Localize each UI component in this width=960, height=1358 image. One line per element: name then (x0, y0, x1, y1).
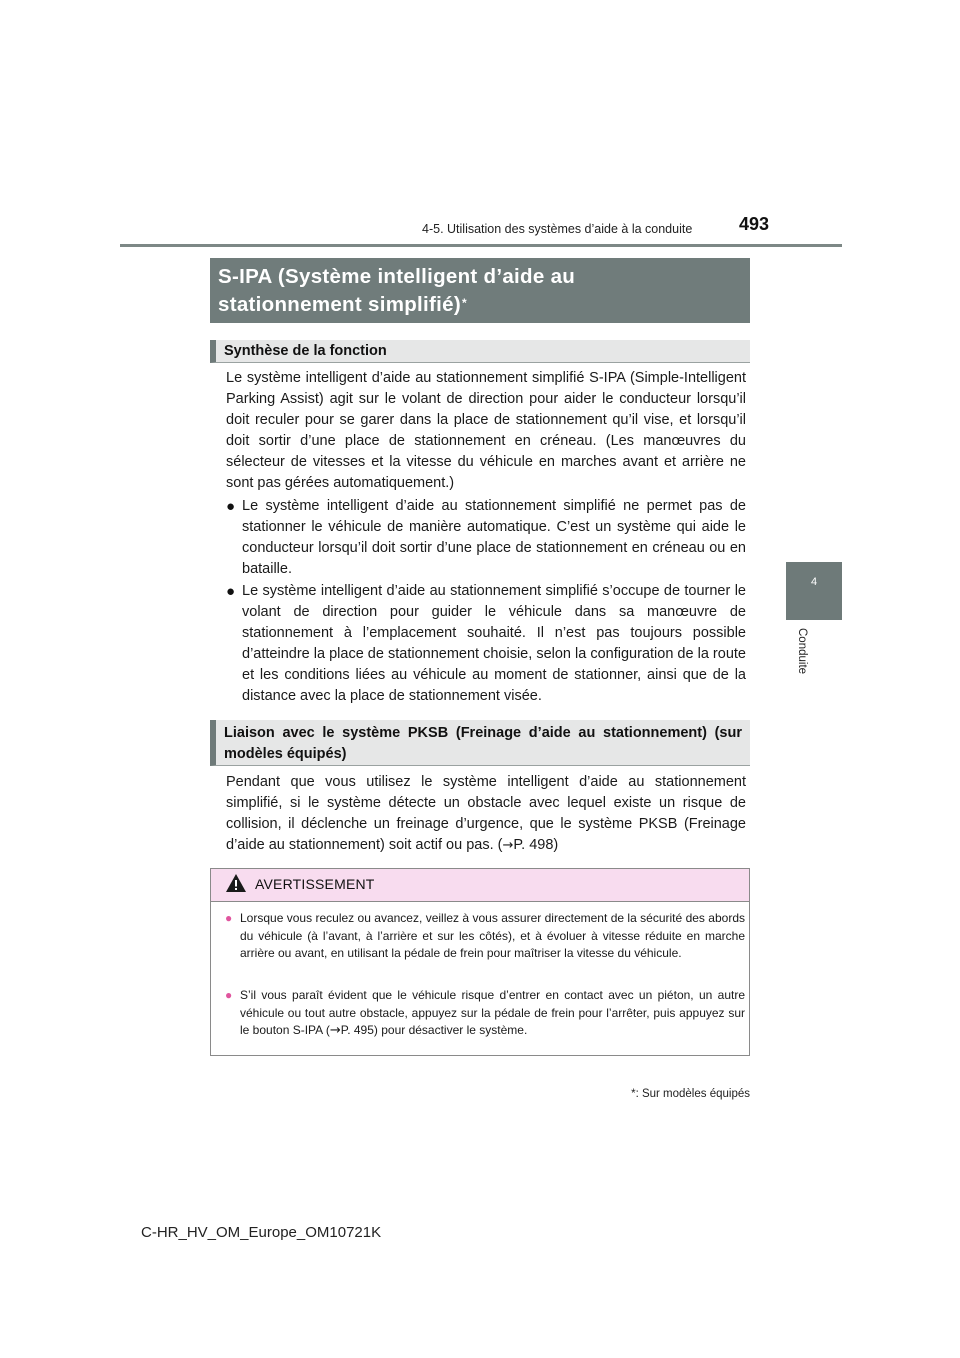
bullet-dot: ● (226, 583, 236, 600)
bullet-text: Le système intelligent d’aide au stationnement simplifié s’occupe de tourner le volant de direction pour guider le véhicule dans sa manœuvre de stationnement à l’emplacement souhaité. Il n’est pas toujours possible d’atteindre la place de stationnement choisie, selon la configuration de la route et les conditions liées au véhicule au moment de stationner, ainsi que de la distance avec la place de stationnement visée. (242, 583, 746, 704)
chapter-tab[interactable] (786, 562, 842, 620)
warning-item (225, 987, 745, 1040)
warning-header (211, 869, 749, 902)
warning-item (225, 910, 745, 963)
bullet-item (226, 581, 746, 707)
header-section-title: 4-5. Utilisation des systèmes d’aide à la conduite (422, 222, 693, 236)
chapter-label: Conduite (796, 628, 808, 675)
title-footnote-marker: * (461, 296, 467, 310)
section-heading-overview: Synthèse de la fonction (210, 340, 750, 363)
bullet-dot: ● (226, 498, 236, 515)
page-title (210, 258, 750, 323)
warning-box (210, 868, 750, 1056)
reference-arrow: → (329, 1023, 341, 1038)
warning-triangle-icon (225, 873, 247, 898)
page-number: 493 (739, 214, 770, 234)
footnote-marker: * (631, 1088, 636, 1100)
bullet-item (226, 496, 746, 580)
warning-bullet-dot: ● (225, 988, 233, 1002)
page-reference-link[interactable]: P. 498) (513, 837, 559, 853)
warning-bullet-dot: ● (225, 911, 233, 925)
warning-item-text: S’il vous paraît évident que le véhicule risque d’entrer en contact avec un piéton, un autre véhicule ou tout autre obstacle, appuyez sur la pédale de frein pour l’arrêter, puis appuyez sur le bouton S-IPA (→P. 495) pour désactiver le système. (240, 988, 745, 1038)
chapter-number: 4 (810, 576, 818, 588)
title-line-1: S-IPA (Système intelligent d’aide au (218, 265, 576, 288)
pksb-paragraph: Pendant que vous utilisez le système intelligent d’aide au stationnement simplifié, si le système détecte un obstacle avec lequel existe un risque de collision, il déclenche un freinage d’urgence, que le système PKSB (Freinage d’aide au stationnement) soit actif ou pas. (→P. 498) (226, 774, 746, 853)
reference-arrow: → (502, 838, 514, 853)
warning-label: AVERTISSEMENT (255, 876, 375, 892)
section-heading-pksb: Liaison avec le système PKSB (Freinage d’aide au stationnement) (sur modèles équipés) (210, 720, 750, 766)
footer-doc-id: C-HR_HV_OM_Europe_OM10721K (141, 1224, 382, 1241)
title-line-2: stationnement simplifié)* (218, 293, 467, 316)
page-reference-link[interactable]: P. 495) pour désactiver le système. (340, 1023, 528, 1037)
bullet-text: Le système intelligent d’aide au stationnement simplifié ne permet pas de stationner le véhicule de manière automatique. C’est un système qui aide le conducteur lorsqu’il doit sortir d’une place de stationnement en créneau ou en bataille. (242, 498, 746, 577)
footnote-text: : Sur modèles équipés (635, 1088, 750, 1100)
header-rule (120, 244, 842, 247)
footnote (610, 1088, 750, 1100)
intro-paragraph: Le système intelligent d’aide au stationnement simplifié S-IPA (Simple-Intelligent Parking Assist) agit sur le volant de direction pour aider le conducteur lorsqu’il doit reculer pour se garer dans la place de stationnement qu’il vise, et lorsqu’il doit sortir d’une place de stationnement en créneau. (Les manœuvres du sélecteur de vitesses et la vitesse du véhicule en marches avant et arrière ne sont pas gérées automatiquement.) (226, 370, 746, 491)
warning-item-text: Lorsque vous reculez ou avancez, veillez à vous assurer directement de la sécurité des abords du véhicule (à l’avant, à l’arrière et sur les côtés), et à évoluer à vitesse réduite en marche arrière ou avant, en utilisant la pédale de frein pour maîtriser la vitesse du véhicule. (240, 911, 745, 960)
